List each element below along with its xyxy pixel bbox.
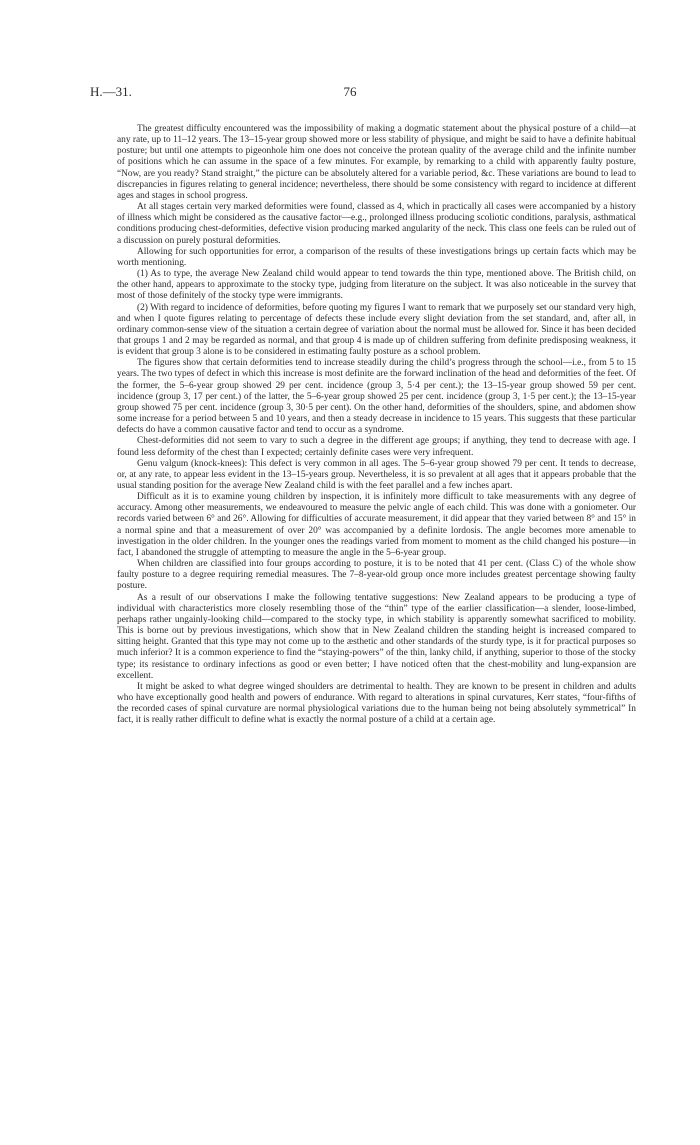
document-reference: H.—31.	[90, 84, 132, 99]
paragraph-suggestions: As a result of our observations I make the following tentative suggestions: New Zealand appears to be producing a type of individual with characteristics more closely resembling those of the “thin” type of the earlier classification—a slender, loose-limbed, perhaps rather ungainly-looking child—compared to the stocky type, in which stability is apparently somewhat sacrificed to mobility. This is borne out by previous investigations, which show that in New Zealand children the standing height is increased compared to sitting height. Granted that this type may not come up to the æsthetic and other standards of the sturdy type, is it for practical purposes so much inferior? It is a common experience to find the “staying-powers” of the thin, lanky child, if anything, superior to those of the stocky type; its resistance to ordinary infections as good or even better; I have noticed often that the chest-mobility and lung-expansion are excellent.	[117, 592, 636, 681]
paragraph-posture-difficulty: The greatest difficulty encountered was the impossibility of making a dogmatic statement about the physical posture of a child—at any rate, up to 11–12 years. The 13–15-year group showed more or less stability of physique, and might be said to have a definite habitual posture; but until one attempts to pigeonhole him one does not conceive the protean quality of the average child and the infinite number of positions which he can assume in the space of a few minutes. For example, by remarking to a child with apparently faulty posture, “Now, are you ready? Stand straight,” the picture can be absolutely altered for a variable period, &c. These variations are bound to lead to discrepancies in figures relating to general incidence; nevertheless, there should be some consistency with regard to incidence at different ages and stages in school progress.	[117, 124, 636, 201]
page-header	[90, 84, 610, 100]
body-text	[117, 124, 636, 726]
paragraph-classification: When children are classified into four groups according to posture, it is to be noted that 41 per cent. (Class C) of the whole show faulty posture to a degree requiring remedial measures. The 7–8-year-old group once more includes greatest percentage showing faulty posture.	[117, 559, 636, 592]
page-number: 76	[343, 84, 357, 99]
paragraph-allowing-error: Allowing for such opportunities for error, a comparison of the results of these investigations brings up certain facts which may be worth mentioning.	[117, 246, 636, 268]
paragraph-incidence: (2) With regard to incidence of deformities, before quoting my figures I want to remark that we purposely set our standard very high, and when I quote figures relating to percentage of defects these include every slight deviation from the set standard, and, after all, in ordinary common-sense view of the situation a certain degree of variation about the normal must be allowed for. Since it has been decided that groups 1 and 2 may be regarded as normal, and that group 4 is made up of children suffering from definite predisposing weakness, it is evident that group 3 alone is to be considered in estimating faulty posture as a school problem.	[117, 302, 636, 358]
paragraph-figures: The figures show that certain deformities tend to increase steadily during the child’s progress through the school—i.e., from 5 to 15 years. The two types of defect in which this increase is most definite are the forward inclination of the head and deformities of the feet. Of the former, the 5–6-year group showed 29 per cent. incidence (group 3, 5·4 per cent.); the 13–15-year group showed 59 per cent. incidence (group 3, 17 per cent.) of the latter, the 5–6-year group showed 25 per cent. incidence (group 3, 1·5 per cent.); the 13–15-year group showed 75 per cent. incidence (group 3, 30·5 per cent). On the other hand, deformities of the shoulders, spine, and abdomen show some increase for a period between 5 and 10 years, and then a steady decrease in incidence to 15 years. This suggests that these particular defects do have a common causative factor and tend to occur as a syndrome.	[117, 358, 636, 436]
paragraph-chest-deformities: Chest-deformities did not seem to vary to such a degree in the different age groups; if anything, they tend to decrease with age. I found less deformity of the chest than I expected; certainly definite cases were very infrequent.	[117, 436, 636, 458]
paragraph-winged-shoulders: It might be asked to what degree winged shoulders are detrimental to health. They are known to be present in children and adults who have exceptionally good health and powers of endurance. With regard to alterations in spinal curvatures, Kerr states, “four-fifths of the recorded cases of spinal curvature are normal physiological variations due to the human being not being absolutely symmetrical” In fact, it is really rather difficult to define what is exactly the normal posture of a child at a certain age.	[117, 681, 636, 726]
paragraph-measurements: Difficult as it is to examine young children by inspection, it is infinitely more difficult to take measurements with any degree of accuracy. Among other measurements, we endeavoured to measure the pelvic angle of each child. This was done with a goniometer. Our records varied between 6° and 26°. Allowing for difficulties of accurate measurement, it did appear that they varied between 8° and 15° in a normal spine and that a measurement of over 20° was accompanied by a definite lordosis. The angle becomes more amenable to investigation in the older children. In the younger ones the readings varied from moment to moment as the child changed his posture—in fact, I abandoned the struggle of attempting to measure the angle in the 5–6-year group.	[117, 492, 636, 558]
paragraph-genu-valgum: Genu valgum (knock-knees): This defect is very common in all ages. The 5–6-year group showed 79 per cent. It tends to decrease, or, at any rate, to appear less evident in the 13–15-years group. Nevertheless, it is so prevalent at all ages that it appears probable that the usual standing position for the average New Zealand child is with the feet parallel and a few inches apart.	[117, 458, 636, 491]
paragraph-type: (1) As to type, the average New Zealand child would appear to tend towards the thin type, mentioned above. The British child, on the other hand, appears to approximate to the stocky type, judging from literature on the subject. It was also noticeable in the survey that most of those definitely of the stocky type were immigrants.	[117, 269, 636, 302]
paragraph-marked-deformities: At all stages certain very marked deformities were found, classed as 4, which in practically all cases were accompanied by a history of illness which might be considered as the causative factor—e.g., prolonged illness producing scoliotic conditions, paralysis, asthmatical conditions producing chest-deformities, defective vision producing marked angularity of the neck. This class one feels can be ruled out of a discussion on purely postural deformities.	[117, 202, 636, 246]
